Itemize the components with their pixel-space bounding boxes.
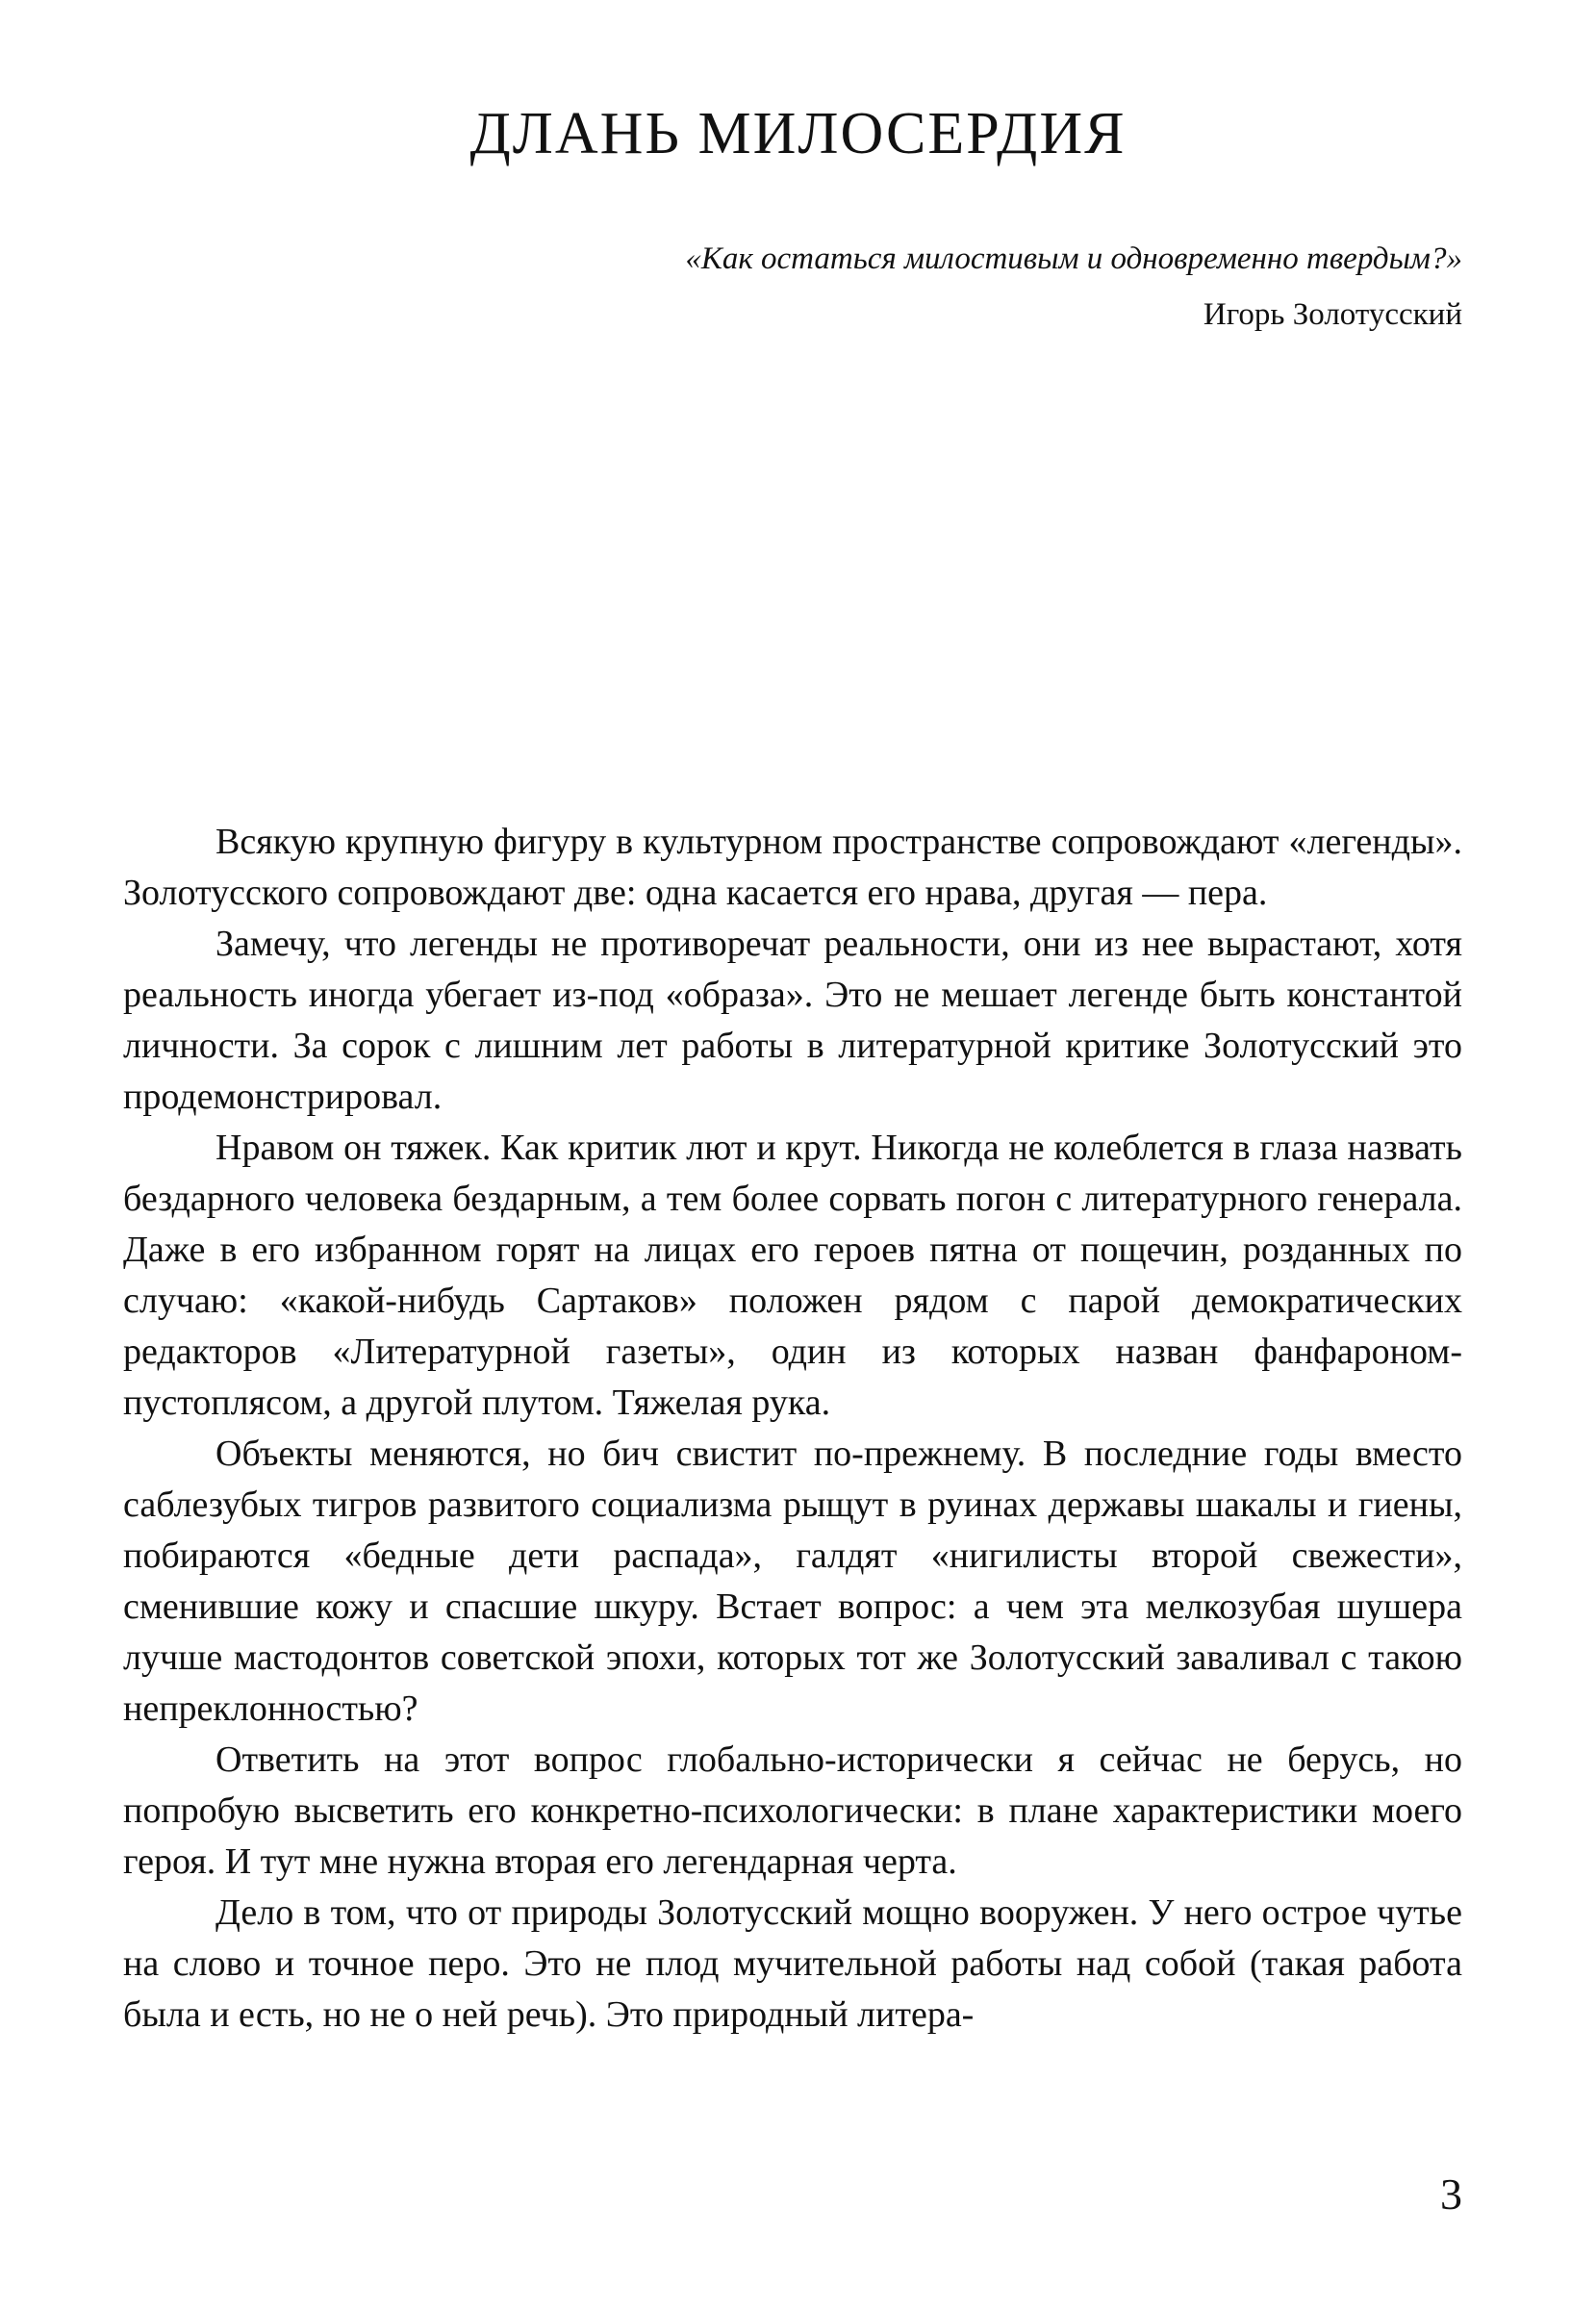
paragraph: Дело в том, что от природы Золотусский мощно вооружен. У него острое чутье на слово и точное перо. Это не плод мучительной работы над собой (такая работа была и есть, но не о ней речь). Это природный литера- (123, 1892, 1462, 2035)
epigraph-quote: «Как остаться милостивым и одновременно твердым?» (685, 241, 1462, 276)
epigraph (685, 231, 1462, 343)
chapter-title: ДЛАНЬ МИЛОСЕРДИЯ (469, 101, 1127, 166)
epigraph-author: Игорь Золотусский (1203, 297, 1462, 332)
page-number: 3 (1440, 2169, 1462, 2219)
paragraph: Замечу, что легенды не противоречат реальности, они из нее вырастают, хотя реальность иногда убегает из-под «образа». Это не мешает легенде быть константой личности. За сорок с лишним лет работы в литературной критике Золотусский это продемонстрировал. (123, 924, 1462, 1117)
paragraph: Ответить на этот вопрос глобально-исторически я сейчас не берусь, но попробую высветить его конкретно-психологически: в плане характеристики моего героя. И тут мне нужна вторая его легендарная черта. (123, 1739, 1462, 1882)
paragraph: Объекты меняются, но бич свистит по-прежнему. В последние годы вместо саблезубых тигров развитого социализма рыщут в руинах державы шакалы и гиены, побираются «бедные дети распада», галдят «нигилисты второй свежести», сменившие кожу и спасшие шкуру. Встает вопрос: а чем эта мелкозубая шушера лучше мастодонтов советской эпохи, которых тот же Золотусский заваливал с такою непреклонностью? (123, 1434, 1462, 1729)
paragraph: Всякую крупную фигуру в культурном пространстве сопровождают «легенды». Золотусского сопровождают две: одна касается его нрава, другая — пера. (123, 822, 1462, 913)
paragraph: Нравом он тяжек. Как критик лют и крут. Никогда не колеблется в глаза назвать бездарного человека бездарным, а тем более сорвать погон с литературного генерала. Даже в его избранном горят на лицах его героев пятна от пощечин, розданных по случаю: «какой-нибудь Сартаков» положен рядом с парой демократических редакторов «Литературной газеты», один из которых назван фанфароном-пустоплясом, а другой плутом. Тяжелая рука. (123, 1128, 1462, 1423)
body-text (123, 817, 1462, 2041)
